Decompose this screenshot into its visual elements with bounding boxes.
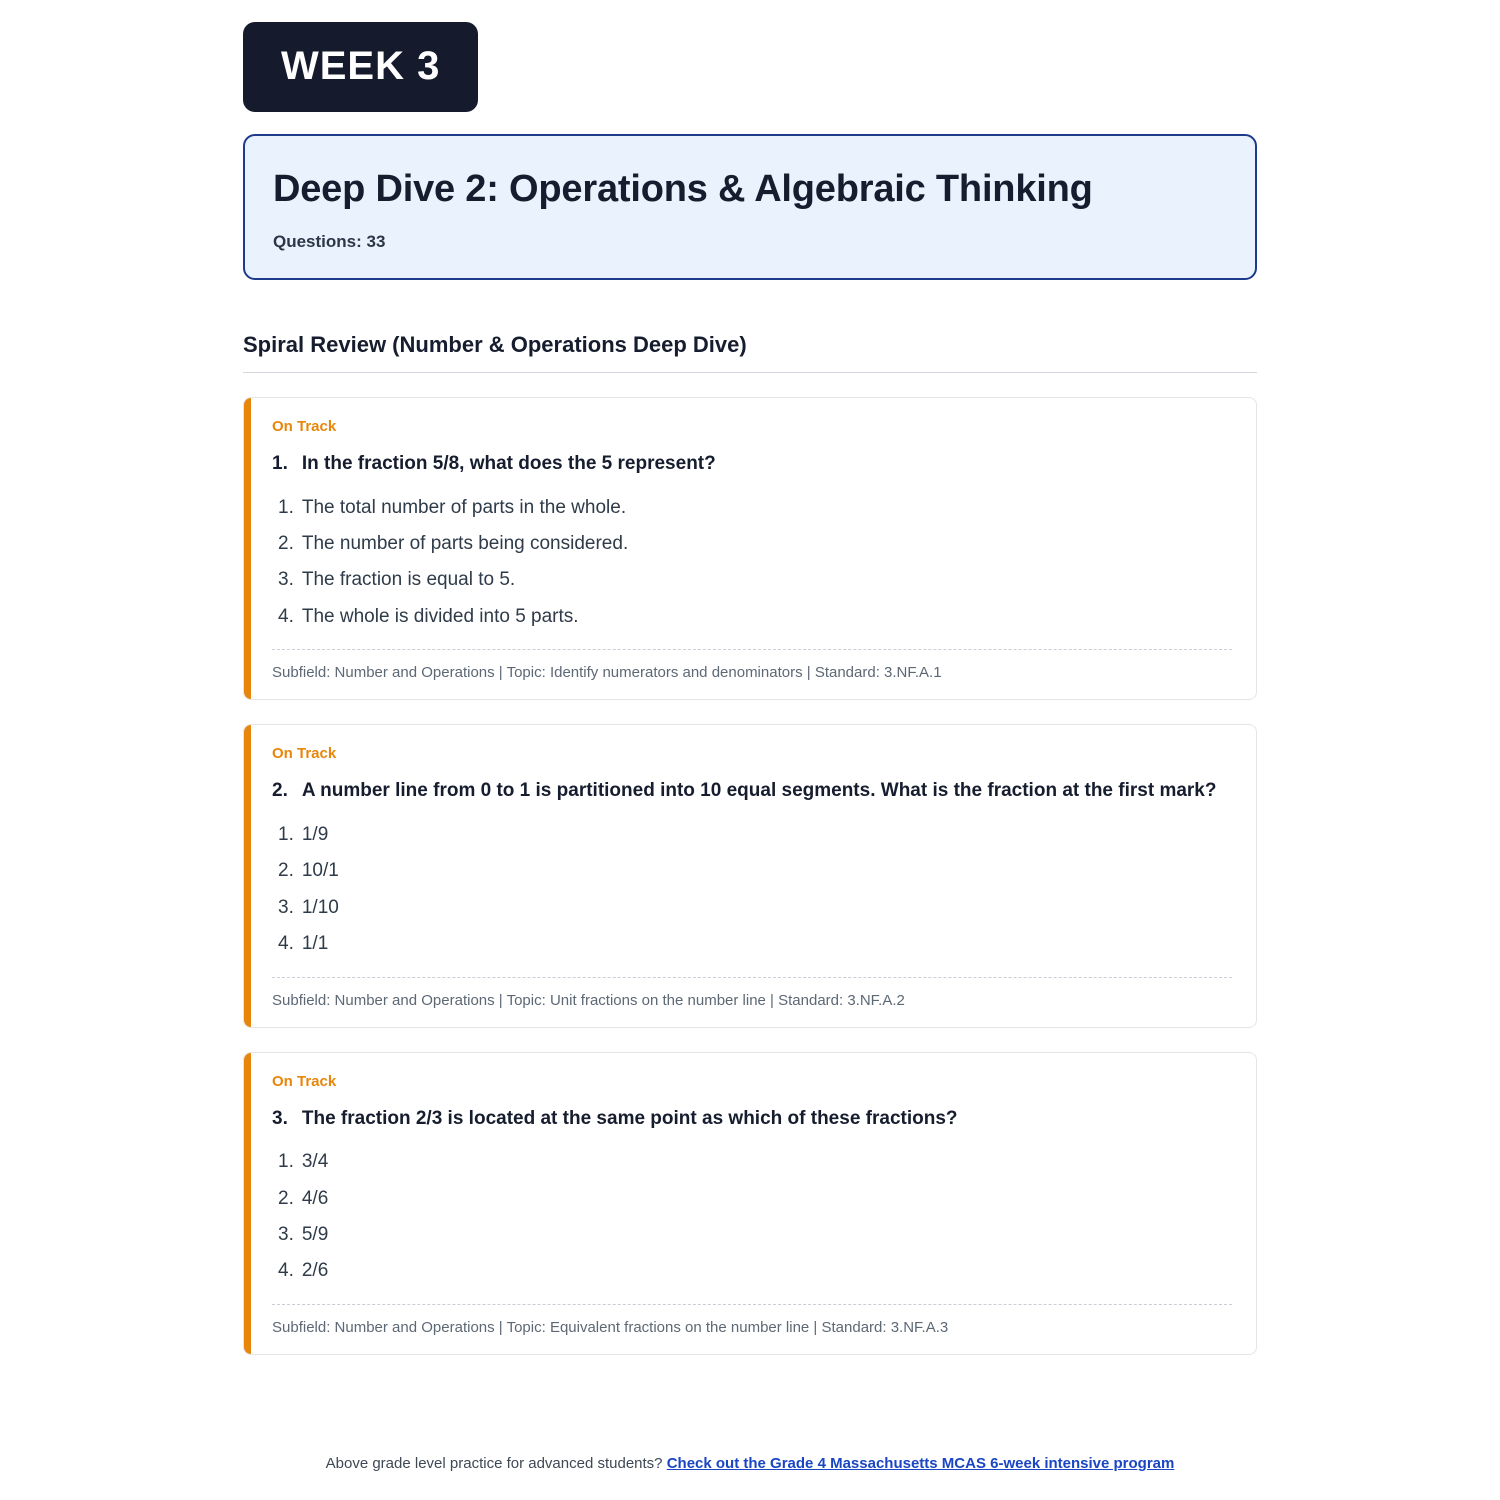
choice-item[interactable] [272,490,1232,526]
choice-number: 2. [278,860,294,882]
question-text [272,449,1232,479]
question-prompt: The fraction 2/3 is located at the same point as which of these fractions? [301,1107,958,1129]
choice-item[interactable] [272,890,1232,926]
question-card [243,1052,1257,1355]
choice-item[interactable] [272,1217,1232,1253]
choice-number: 3. [278,569,294,591]
worksheet-content [243,22,1257,1355]
question-text [272,1104,1232,1134]
page-title: Deep Dive 2: Operations & Algebraic Thinking [273,168,1093,210]
question-meta: Subfield: Number and Operations | Topic: Identify numerators and denominators | Standard: 3.NF.A.1 [272,649,1232,681]
choice-number: 2. [278,1187,294,1209]
choice-label: 10/1 [301,860,339,882]
question-number: 2. [272,780,288,802]
status-badge: On Track [272,745,337,763]
question-meta: Subfield: Number and Operations | Topic: Unit fractions on the number line | Standard: 3.NF.A.2 [272,977,1232,1009]
title-card [243,134,1257,280]
choice-label: The total number of parts in the whole. [301,496,627,518]
choice-label: 1/1 [301,933,329,955]
choice-item[interactable] [272,853,1232,889]
section-heading: Spiral Review (Number & Operations Deep Dive) [243,332,1257,373]
question-card [243,397,1257,700]
question-count: Questions: 33 [273,232,386,252]
choice-number: 4. [278,933,294,955]
question-number: 1. [272,453,288,475]
status-badge: On Track [272,418,337,436]
question-text [272,776,1232,806]
choice-list [272,1144,1232,1290]
choice-number: 4. [278,1260,294,1282]
footer-text: Above grade level practice for advanced students? [325,1455,663,1472]
footer-link[interactable]: Check out the Grade 4 Massachusetts MCAS 6-week intensive program [666,1455,1175,1472]
choice-number: 4. [278,605,294,627]
choice-item[interactable] [272,1144,1232,1180]
choice-label: 1/10 [301,896,339,918]
choice-item[interactable] [272,562,1232,598]
choice-item[interactable] [272,817,1232,853]
question-card [243,724,1257,1027]
choice-number: 1. [278,496,294,518]
question-prompt: A number line from 0 to 1 is partitioned into 10 equal segments. What is the fraction at the first mark? [301,780,1217,802]
choice-number: 1. [278,823,294,845]
choice-item[interactable] [272,526,1232,562]
choice-number: 2. [278,533,294,555]
question-prompt: In the fraction 5/8, what does the 5 represent? [301,453,716,475]
choice-label: 1/9 [301,823,329,845]
choice-list [272,490,1232,636]
question-meta: Subfield: Number and Operations | Topic: Equivalent fractions on the number line | Standard: 3.NF.A.3 [272,1304,1232,1336]
choice-item[interactable] [272,1253,1232,1289]
choice-label: 5/9 [301,1224,329,1246]
choice-label: The number of parts being considered. [301,533,629,555]
choice-item[interactable] [272,1181,1232,1217]
status-accent-bar [244,398,251,699]
week-badge: WEEK 3 [243,22,478,112]
status-badge: On Track [272,1072,337,1090]
choice-list [272,817,1232,963]
choice-number: 1. [278,1151,294,1173]
choice-number: 3. [278,896,294,918]
choice-number: 3. [278,1224,294,1246]
choice-label: 3/4 [301,1151,329,1173]
choice-item[interactable] [272,926,1232,962]
status-accent-bar [244,725,251,1026]
choice-label: The whole is divided into 5 parts. [301,605,579,627]
question-number: 3. [272,1107,288,1129]
footer [0,1455,1500,1472]
choice-label: 4/6 [301,1187,329,1209]
choice-label: 2/6 [301,1260,329,1282]
choice-label: The fraction is equal to 5. [301,569,516,591]
status-accent-bar [244,1053,251,1354]
choice-item[interactable] [272,599,1232,635]
